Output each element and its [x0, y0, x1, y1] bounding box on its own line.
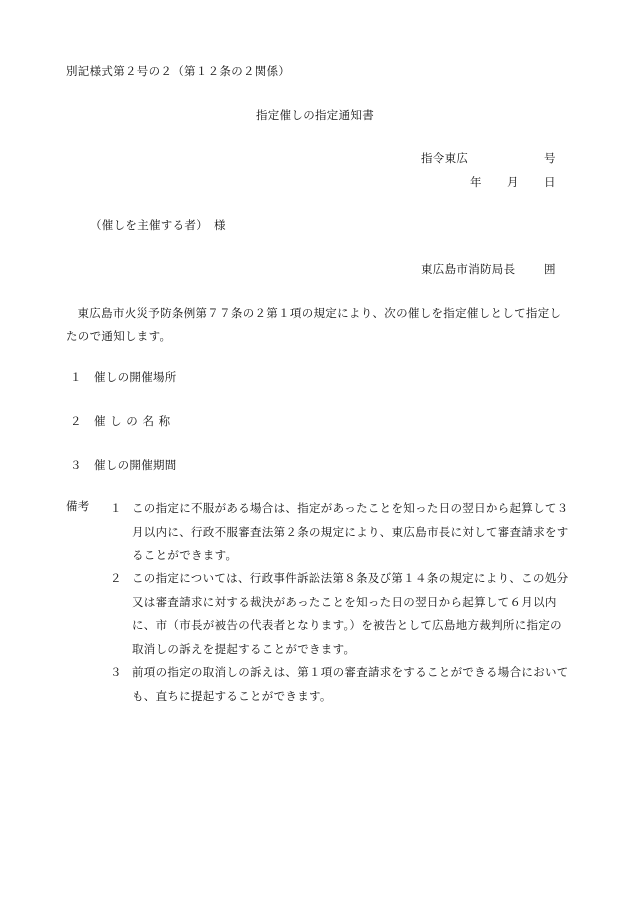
- item-label-venue: 催しの開催場所: [94, 370, 177, 384]
- item-label-name: 催 し の 名 称: [94, 414, 171, 428]
- document-title: 指定催しの指定通知書: [256, 108, 374, 122]
- remark-note: [110, 567, 570, 661]
- date-day: 日: [544, 175, 556, 189]
- issuer-seal: 囲: [544, 262, 556, 276]
- doc-number-prefix: 指令東広: [421, 151, 469, 165]
- form-label: 別記様式第２号の２（第１２条の２関係）: [66, 64, 291, 78]
- item-number: ３: [70, 458, 82, 472]
- remark-note: [110, 661, 570, 708]
- remark-text: 前項の指定の取消しの訴えは、第１項の審査請求をすることができる場合においても、直ちに提起することができます。: [132, 665, 569, 703]
- date-year: 年: [470, 175, 482, 189]
- item-number: ２: [70, 414, 82, 428]
- doc-number-suffix: 号: [544, 151, 556, 165]
- remark-text: この指定については、行政事件訴訟法第８条及び第１４条の規定により、この処分又は審査請求に対する裁決があったことを知った日の翌日から起算して６月以内に、市（市長が被告の代表者となります。）を被告として広島地方裁判所に指定の取消しの訴えを提起することができます。: [132, 571, 569, 656]
- date-month: 月: [507, 175, 519, 189]
- remarks-heading: 備考: [66, 499, 90, 513]
- body-paragraph: 東広島市火災予防条例第７７条の２第１項の規定により、次の催しを指定催しとして指定したので通知します。: [66, 306, 562, 343]
- item-label-period: 催しの開催期間: [94, 458, 177, 472]
- recipient-honorific: 様: [214, 218, 226, 232]
- item-number: １: [70, 370, 82, 384]
- remark-note: [110, 497, 570, 568]
- remark-number: ３: [110, 665, 122, 679]
- remark-text: この指定に不服がある場合は、指定があったことを知った日の翌日から起算して３月以内に、行政不服審査法第２条の規定により、東広島市長に対して審査請求をすることができます。: [132, 501, 569, 562]
- remark-number: ２: [110, 571, 122, 585]
- remark-number: １: [110, 501, 122, 515]
- issuer-title: 東広島市消防局長: [421, 262, 516, 276]
- recipient-name: （催しを主催する者）: [90, 218, 208, 232]
